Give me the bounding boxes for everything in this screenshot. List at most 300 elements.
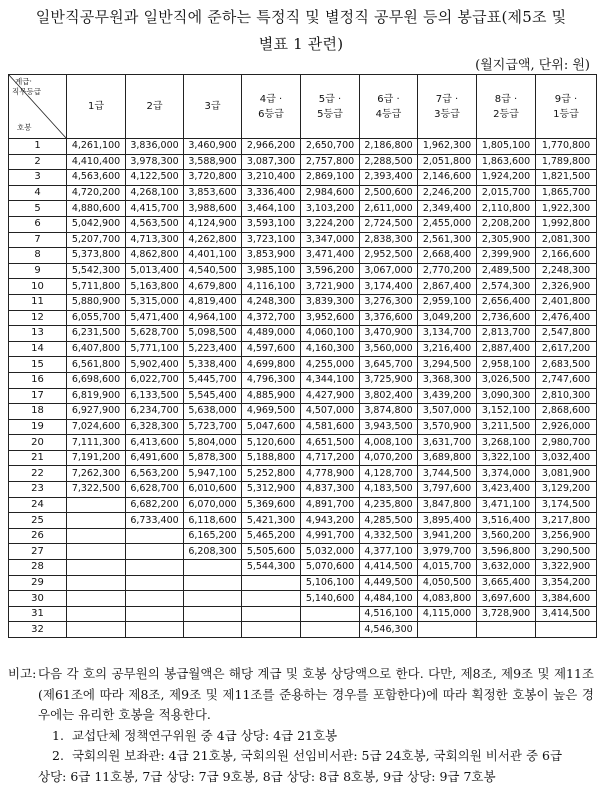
salary-cell: 3,134,700 <box>418 326 477 342</box>
salary-cell: 4,713,300 <box>126 232 184 248</box>
salary-cell: 4,991,700 <box>301 528 360 544</box>
step-cell: 13 <box>9 326 67 342</box>
salary-cell: 3,368,300 <box>418 372 477 388</box>
salary-cell: 2,724,500 <box>360 216 418 232</box>
salary-cell <box>242 575 301 591</box>
salary-cell: 7,111,300 <box>67 435 126 451</box>
salary-cell: 5,421,300 <box>242 513 301 529</box>
table-row <box>9 528 597 544</box>
salary-cell: 2,838,300 <box>360 232 418 248</box>
salary-cell: 3,174,400 <box>360 279 418 295</box>
column-header: 1급 <box>67 75 126 139</box>
salary-cell: 3,853,900 <box>242 248 301 264</box>
table-row <box>9 341 597 357</box>
salary-cell <box>126 622 184 638</box>
salary-cell: 5,252,800 <box>242 466 301 482</box>
salary-cell: 3,631,700 <box>418 435 477 451</box>
salary-cell: 6,819,900 <box>67 388 126 404</box>
table-row <box>9 372 597 388</box>
step-cell: 28 <box>9 560 67 576</box>
salary-cell: 4,015,700 <box>418 560 477 576</box>
salary-cell <box>126 544 184 560</box>
salary-cell: 2,186,800 <box>360 139 418 155</box>
salary-cell: 3,895,400 <box>418 513 477 529</box>
salary-cell: 3,354,200 <box>536 575 597 591</box>
salary-cell: 2,393,400 <box>360 170 418 186</box>
salary-cell: 4,507,000 <box>301 404 360 420</box>
salary-cell: 3,723,100 <box>242 232 301 248</box>
salary-cell: 7,024,600 <box>67 419 126 435</box>
salary-cell: 4,778,900 <box>301 466 360 482</box>
note-main <box>8 664 594 726</box>
salary-cell: 3,210,400 <box>242 170 301 186</box>
salary-cell <box>418 622 477 638</box>
note-item-number: 1. <box>52 727 64 743</box>
salary-cell <box>477 622 536 638</box>
note-item-text: 국회의원 보좌관: 4급 21호봉, 국회의원 선임비서관: 5급 24호봉, 국회의원 비서관 중 6급 <box>71 748 563 763</box>
step-cell: 3 <box>9 170 67 186</box>
salary-cell: 3,464,100 <box>242 201 301 217</box>
salary-cell: 4,819,400 <box>184 294 242 310</box>
salary-cell <box>301 622 360 638</box>
salary-cell: 4,377,100 <box>360 544 418 560</box>
salary-cell: 4,268,100 <box>126 185 184 201</box>
salary-cell <box>184 606 242 622</box>
salary-cell: 3,697,600 <box>477 591 536 607</box>
table-row <box>9 139 597 155</box>
salary-cell: 5,804,000 <box>184 435 242 451</box>
salary-cell: 2,401,800 <box>536 294 597 310</box>
salary-cell <box>67 606 126 622</box>
salary-cell: 3,560,200 <box>477 528 536 544</box>
salary-cell: 5,471,400 <box>126 310 184 326</box>
table-row <box>9 450 597 466</box>
salary-cell: 3,347,000 <box>301 232 360 248</box>
salary-cell: 2,051,800 <box>418 154 477 170</box>
salary-cell: 2,455,000 <box>418 216 477 232</box>
salary-cell <box>67 622 126 638</box>
step-cell: 2 <box>9 154 67 170</box>
step-cell: 24 <box>9 497 67 513</box>
salary-cell: 4,427,900 <box>301 388 360 404</box>
salary-cell: 2,887,400 <box>477 341 536 357</box>
column-header: 4급 · 6등급 <box>242 75 301 139</box>
salary-cell: 6,208,300 <box>184 544 242 560</box>
salary-cell: 3,839,300 <box>301 294 360 310</box>
salary-cell: 6,231,500 <box>67 326 126 342</box>
salary-cell: 4,235,800 <box>360 497 418 513</box>
salary-cell: 2,770,200 <box>418 263 477 279</box>
salary-cell: 3,689,800 <box>418 450 477 466</box>
salary-cell: 4,837,300 <box>301 482 360 498</box>
salary-cell: 5,628,700 <box>126 326 184 342</box>
salary-cell: 3,049,200 <box>418 310 477 326</box>
note-text: 다음 각 호의 공무원의 봉급월액은 해당 계급 및 호봉 상당액으로 한다. 다만, 제8조, 제9조 및 제11조(제61조에 따라 제8조, 제9조 및 제11조를 준용하는 경우를 포함한다)에 따라 획정한 호봉이 높은 경우에는 유리한 호봉을 적용한다. <box>38 666 594 722</box>
salary-cell: 4,248,300 <box>242 294 301 310</box>
salary-cell: 1,962,300 <box>418 139 477 155</box>
salary-cell <box>67 513 126 529</box>
salary-cell: 2,810,300 <box>536 388 597 404</box>
salary-cell: 4,699,800 <box>242 357 301 373</box>
salary-cell: 2,952,500 <box>360 248 418 264</box>
salary-cell: 4,124,900 <box>184 216 242 232</box>
table-row <box>9 216 597 232</box>
salary-cell: 2,656,400 <box>477 294 536 310</box>
table-row <box>9 232 597 248</box>
corner-label-duty: 직무등급 <box>12 87 41 96</box>
step-cell: 16 <box>9 372 67 388</box>
table-row <box>9 482 597 498</box>
salary-cell: 4,255,000 <box>301 357 360 373</box>
step-cell: 32 <box>9 622 67 638</box>
salary-cell: 4,516,100 <box>360 606 418 622</box>
salary-cell: 4,563,600 <box>67 170 126 186</box>
salary-cell: 6,682,200 <box>126 497 184 513</box>
table-row <box>9 248 597 264</box>
salary-cell: 4,484,100 <box>360 591 418 607</box>
salary-cell: 4,862,800 <box>126 248 184 264</box>
salary-cell: 3,596,200 <box>301 263 360 279</box>
table-row <box>9 263 597 279</box>
salary-cell: 3,174,500 <box>536 497 597 513</box>
column-header: 5급 · 5등급 <box>301 75 360 139</box>
salary-cell: 5,902,400 <box>126 357 184 373</box>
step-cell: 15 <box>9 357 67 373</box>
salary-cell: 2,399,900 <box>477 248 536 264</box>
salary-cell: 5,338,400 <box>184 357 242 373</box>
salary-cell: 3,596,800 <box>477 544 536 560</box>
salary-cell: 2,288,500 <box>360 154 418 170</box>
salary-cell: 3,952,600 <box>301 310 360 326</box>
table-row <box>9 404 597 420</box>
salary-cell: 7,322,500 <box>67 482 126 498</box>
salary-cell: 4,885,900 <box>242 388 301 404</box>
salary-cell: 5,120,600 <box>242 435 301 451</box>
salary-cell: 3,152,100 <box>477 404 536 420</box>
salary-cell: 4,060,100 <box>301 326 360 342</box>
salary-cell: 2,476,400 <box>536 310 597 326</box>
salary-cell: 3,943,500 <box>360 419 418 435</box>
salary-cell: 4,796,300 <box>242 372 301 388</box>
step-cell: 26 <box>9 528 67 544</box>
salary-cell: 4,261,100 <box>67 139 126 155</box>
salary-cell: 3,322,100 <box>477 450 536 466</box>
note-item-2-cont: 상당: 6급 11호봉, 7급 상당: 7급 9호봉, 8급 상당: 8급 8호봉, 9급 상당: 9급 7호봉 <box>38 768 496 784</box>
salary-cell: 4,083,800 <box>418 591 477 607</box>
table-row <box>9 357 597 373</box>
salary-cell <box>301 606 360 622</box>
salary-cell: 4,964,100 <box>184 310 242 326</box>
step-cell: 7 <box>9 232 67 248</box>
salary-cell: 3,802,400 <box>360 388 418 404</box>
table-row <box>9 185 597 201</box>
unit-note: (월지급액, 단위: 원) <box>475 58 590 73</box>
salary-cell: 2,611,000 <box>360 201 418 217</box>
salary-cell: 3,570,900 <box>418 419 477 435</box>
step-cell: 9 <box>9 263 67 279</box>
salary-cell: 4,651,500 <box>301 435 360 451</box>
salary-cell <box>67 497 126 513</box>
column-header: 9급 · 1등급 <box>536 75 597 139</box>
salary-cell: 4,415,700 <box>126 201 184 217</box>
salary-cell: 3,276,300 <box>360 294 418 310</box>
salary-cell: 2,683,500 <box>536 357 597 373</box>
salary-cell: 4,050,500 <box>418 575 477 591</box>
salary-cell: 3,725,900 <box>360 372 418 388</box>
salary-cell: 2,650,700 <box>301 139 360 155</box>
step-cell: 27 <box>9 544 67 560</box>
corner-header-cell <box>9 75 67 139</box>
salary-cell: 4,008,100 <box>360 435 418 451</box>
salary-cell: 3,645,700 <box>360 357 418 373</box>
notes-section <box>8 664 594 787</box>
salary-cell: 7,262,300 <box>67 466 126 482</box>
salary-cell: 1,865,700 <box>536 185 597 201</box>
salary-cell: 3,979,700 <box>418 544 477 560</box>
salary-cell: 5,373,800 <box>67 248 126 264</box>
table-row <box>9 388 597 404</box>
salary-cell: 1,992,800 <box>536 216 597 232</box>
step-cell: 11 <box>9 294 67 310</box>
salary-cell: 2,813,700 <box>477 326 536 342</box>
salary-cell: 3,032,400 <box>536 450 597 466</box>
table-row <box>9 513 597 529</box>
salary-cell: 5,771,100 <box>126 341 184 357</box>
salary-cell: 4,414,500 <box>360 560 418 576</box>
salary-cell: 1,805,100 <box>477 139 536 155</box>
salary-cell: 3,632,000 <box>477 560 536 576</box>
salary-cell: 4,183,500 <box>360 482 418 498</box>
table-row <box>9 606 597 622</box>
salary-cell: 3,103,200 <box>301 201 360 217</box>
salary-cell: 5,445,700 <box>184 372 242 388</box>
step-cell: 31 <box>9 606 67 622</box>
salary-cell <box>242 622 301 638</box>
salary-cell <box>126 591 184 607</box>
salary-cell: 2,574,300 <box>477 279 536 295</box>
salary-cell: 2,966,200 <box>242 139 301 155</box>
salary-cell: 5,505,600 <box>242 544 301 560</box>
salary-cell: 3,988,600 <box>184 201 242 217</box>
corner-label-step: 호봉 <box>17 123 32 132</box>
salary-cell <box>242 591 301 607</box>
salary-cell: 3,414,500 <box>536 606 597 622</box>
salary-cell: 2,984,600 <box>301 185 360 201</box>
step-cell: 19 <box>9 419 67 435</box>
salary-cell: 3,336,400 <box>242 185 301 201</box>
salary-cell: 6,165,200 <box>184 528 242 544</box>
salary-cell: 3,721,900 <box>301 279 360 295</box>
salary-cell: 6,328,300 <box>126 419 184 435</box>
salary-cell: 2,869,100 <box>301 170 360 186</box>
salary-cell: 2,246,200 <box>418 185 477 201</box>
salary-cell: 5,947,100 <box>184 466 242 482</box>
salary-cell: 3,216,400 <box>418 341 477 357</box>
salary-cell: 2,305,900 <box>477 232 536 248</box>
salary-cell: 5,163,800 <box>126 279 184 295</box>
salary-cell <box>126 560 184 576</box>
salary-cell: 5,140,600 <box>301 591 360 607</box>
salary-cell: 6,491,600 <box>126 450 184 466</box>
salary-cell: 2,166,600 <box>536 248 597 264</box>
table-row <box>9 575 597 591</box>
note-label: 비고: <box>8 666 37 681</box>
salary-cell: 3,985,100 <box>242 263 301 279</box>
salary-cell: 4,489,000 <box>242 326 301 342</box>
table-row <box>9 622 597 638</box>
table-row <box>9 435 597 451</box>
step-cell: 22 <box>9 466 67 482</box>
salary-cell: 5,369,600 <box>242 497 301 513</box>
salary-cell: 3,853,600 <box>184 185 242 201</box>
salary-cell: 3,217,800 <box>536 513 597 529</box>
table-body <box>9 139 597 638</box>
table-header-row <box>9 75 597 139</box>
step-cell: 6 <box>9 216 67 232</box>
salary-cell: 4,597,600 <box>242 341 301 357</box>
salary-cell: 5,047,600 <box>242 419 301 435</box>
salary-cell: 3,471,100 <box>477 497 536 513</box>
salary-cell: 3,560,000 <box>360 341 418 357</box>
salary-cell: 2,980,700 <box>536 435 597 451</box>
salary-cell: 4,160,300 <box>301 341 360 357</box>
salary-cell: 4,070,200 <box>360 450 418 466</box>
salary-cell: 3,797,600 <box>418 482 477 498</box>
salary-cell: 5,013,400 <box>126 263 184 279</box>
salary-cell: 4,720,200 <box>67 185 126 201</box>
table-row <box>9 560 597 576</box>
salary-cell: 5,880,900 <box>67 294 126 310</box>
salary-cell: 5,878,300 <box>184 450 242 466</box>
salary-cell: 5,638,000 <box>184 404 242 420</box>
salary-cell: 3,665,400 <box>477 575 536 591</box>
salary-cell: 6,698,600 <box>67 372 126 388</box>
column-header: 7급 · 3등급 <box>418 75 477 139</box>
title-line-2: 별표 1 관련) <box>258 35 344 53</box>
salary-cell: 2,489,500 <box>477 263 536 279</box>
salary-cell: 2,747,600 <box>536 372 597 388</box>
salary-cell: 3,588,900 <box>184 154 242 170</box>
salary-cell: 3,322,900 <box>536 560 597 576</box>
salary-cell: 2,015,700 <box>477 185 536 201</box>
salary-cell: 7,191,200 <box>67 450 126 466</box>
column-header: 6급 · 4등급 <box>360 75 418 139</box>
salary-cell: 4,969,500 <box>242 404 301 420</box>
salary-cell: 2,349,400 <box>418 201 477 217</box>
salary-cell <box>242 606 301 622</box>
note-item-2 <box>8 746 594 767</box>
note-item-text: 교섭단체 정책연구위원 중 4급 상당: 4급 21호봉 <box>71 727 338 743</box>
salary-cell: 2,617,200 <box>536 341 597 357</box>
salary-cell: 1,821,500 <box>536 170 597 186</box>
column-header: 2급 <box>126 75 184 139</box>
salary-cell: 3,268,100 <box>477 435 536 451</box>
salary-cell: 5,711,800 <box>67 279 126 295</box>
salary-cell: 2,926,000 <box>536 419 597 435</box>
salary-cell: 3,720,800 <box>184 170 242 186</box>
note-item-1 <box>8 726 594 747</box>
salary-cell: 5,542,300 <box>67 263 126 279</box>
salary-cell: 3,874,800 <box>360 404 418 420</box>
table-row <box>9 326 597 342</box>
salary-cell: 5,106,100 <box>301 575 360 591</box>
salary-cell: 2,561,300 <box>418 232 477 248</box>
salary-cell: 6,563,200 <box>126 466 184 482</box>
table-row <box>9 591 597 607</box>
salary-cell: 2,208,200 <box>477 216 536 232</box>
salary-cell: 2,110,800 <box>477 201 536 217</box>
corner-label-grade: 계급· <box>15 77 32 86</box>
salary-cell: 3,470,900 <box>360 326 418 342</box>
step-cell: 4 <box>9 185 67 201</box>
salary-cell: 6,118,600 <box>184 513 242 529</box>
salary-cell: 2,326,900 <box>536 279 597 295</box>
salary-cell: 4,449,500 <box>360 575 418 591</box>
salary-cell: 6,413,600 <box>126 435 184 451</box>
step-cell: 5 <box>9 201 67 217</box>
salary-cell: 5,315,000 <box>126 294 184 310</box>
salary-cell: 5,070,600 <box>301 560 360 576</box>
step-cell: 17 <box>9 388 67 404</box>
salary-cell <box>184 560 242 576</box>
salary-cell: 2,547,800 <box>536 326 597 342</box>
salary-cell: 2,867,400 <box>418 279 477 295</box>
salary-cell: 1,922,300 <box>536 201 597 217</box>
title-line-1: 일반직공무원과 일반직에 준하는 특정직 및 별정직 공무원 등의 봉급표(제5조 및 <box>35 8 567 26</box>
salary-cell: 3,728,900 <box>477 606 536 622</box>
salary-cell: 5,723,700 <box>184 419 242 435</box>
salary-cell: 4,344,100 <box>301 372 360 388</box>
salary-cell: 3,744,500 <box>418 466 477 482</box>
salary-cell <box>67 591 126 607</box>
table-row <box>9 544 597 560</box>
salary-cell: 5,098,500 <box>184 326 242 342</box>
salary-cell: 3,026,500 <box>477 372 536 388</box>
salary-cell: 3,081,900 <box>536 466 597 482</box>
step-cell: 1 <box>9 139 67 155</box>
salary-cell: 3,471,400 <box>301 248 360 264</box>
salary-cell <box>184 622 242 638</box>
step-cell: 10 <box>9 279 67 295</box>
step-cell: 20 <box>9 435 67 451</box>
salary-cell: 2,500,600 <box>360 185 418 201</box>
salary-cell: 5,312,900 <box>242 482 301 498</box>
salary-cell: 2,958,100 <box>477 357 536 373</box>
table-row <box>9 310 597 326</box>
salary-cell: 5,188,800 <box>242 450 301 466</box>
salary-cell: 2,146,600 <box>418 170 477 186</box>
table-row <box>9 294 597 310</box>
step-cell: 12 <box>9 310 67 326</box>
step-cell: 18 <box>9 404 67 420</box>
step-cell: 21 <box>9 450 67 466</box>
salary-cell: 5,032,000 <box>301 544 360 560</box>
salary-cell: 3,507,000 <box>418 404 477 420</box>
table-row <box>9 154 597 170</box>
salary-cell: 6,561,800 <box>67 357 126 373</box>
salary-cell: 4,285,500 <box>360 513 418 529</box>
salary-table <box>8 74 597 638</box>
salary-cell: 3,439,200 <box>418 388 477 404</box>
salary-cell: 3,256,900 <box>536 528 597 544</box>
salary-cell: 4,116,100 <box>242 279 301 295</box>
salary-cell: 3,067,000 <box>360 263 418 279</box>
salary-cell <box>67 544 126 560</box>
salary-cell: 4,546,300 <box>360 622 418 638</box>
salary-cell: 3,294,500 <box>418 357 477 373</box>
table-row <box>9 279 597 295</box>
salary-cell: 4,262,800 <box>184 232 242 248</box>
